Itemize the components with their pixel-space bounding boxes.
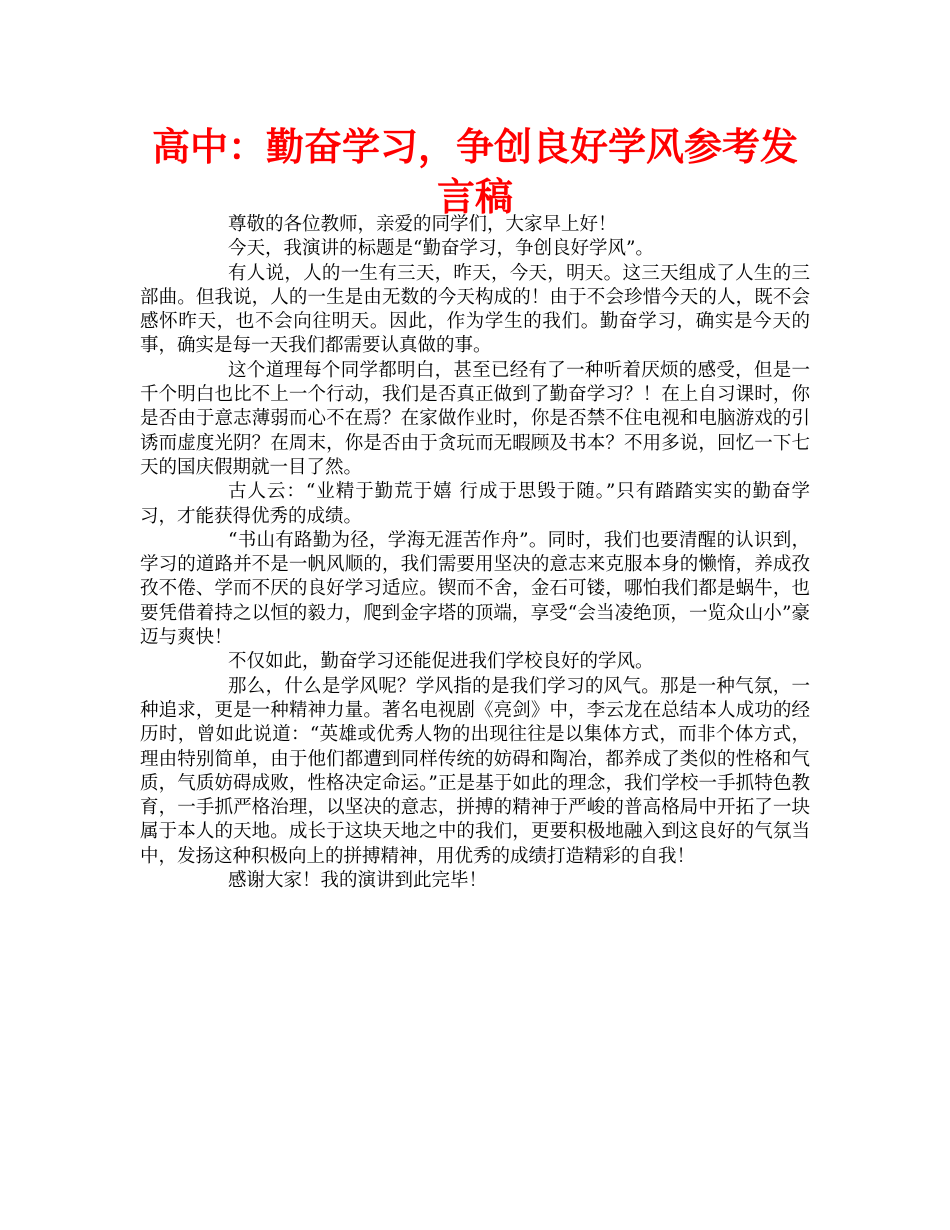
- paragraph-three-days: 有人说，人的一生有三天，昨天，今天，明天。这三天组成了人生的三部曲。但我说，人的一生是由无数的今天构成的！由于不会珍惜今天的人，既不会感怀昨天，也不会向往明天。因此，作为学生的我们。勤奋学习，确实是今天的事，确实是每一天我们都需要认真做的事。: [140, 262, 810, 357]
- paragraph-closing: 感谢大家！我的演讲到此完毕！: [228, 870, 488, 892]
- paragraph-book-mountain: “书山有路勤为径，学海无涯苦作舟”。同时，我们也要清醒的认识到，学习的道路并不是一帆风顺的，我们需要用坚决的意志来克服本身的懒惰，养成孜孜不倦、学而不厌的良好学习适应。锲而不舍，金石可镂，哪怕我们都是蜗牛，也要凭借着持之以恒的毅力，爬到金字塔的顶端，享受“会当凌绝顶，一览众山小”豪迈与爽快！: [140, 529, 810, 649]
- paragraph-action: 这个道理每个同学都明白，甚至已经有了一种听着厌烦的感受，但是一千个明白也比不上一个行动，我们是否真正做到了勤奋学习？！在上自习课时，你是否由于意志薄弱而心不在焉？在家做作业时，你是否禁不住电视和电脑游戏的引诱而虚度光阴？在周末，你是否由于贪玩而无暇顾及书本？不用多说，回忆一下七天的国庆假期就一目了然。: [140, 359, 810, 478]
- document-body: [140, 213, 810, 893]
- paragraph-ancient-saying: 古人云：“业精于勤荒于嬉 行成于思毁于随。”只有踏踏实实的勤奋学习，才能获得优秀的成绩。: [140, 481, 810, 527]
- paragraph-topic: 今天，我演讲的标题是“勤奋学习，争创良好学风”。: [228, 238, 654, 260]
- paragraph-what-is-style: 那么，什么是学风呢？学风指的是我们学习的风气。那是一种气氛，一种追求，更是一种精神力量。著名电视剧《亮剑》中，李云龙在总结本人成功的经历时，曾如此说道：“英雄或优秀人物的出现往往是以集体方式，而非个体方式，理由特别简单，由于他们都遭到同样传统的妨碍和陶冶，都养成了类似的性格和气质，气质妨碍成败，性格决定命运。”正是基于如此的理念，我们学校一手抓特色教育，一手抓严格治理，以坚决的意志，拼搏的精神于严峻的普高格局中开拓了一块属于本人的天地。成长于这块天地之中的我们，更要积极地融入到这良好的气氛当中，发扬这种积极向上的拼搏精神，用优秀的成绩打造精彩的自我！: [140, 675, 810, 867]
- paragraph-school-style: 不仅如此，勤奋学习还能促进我们学校良好的学风。: [228, 651, 654, 673]
- paragraph-greeting: 尊敬的各位教师，亲爱的同学们，大家早上好！: [228, 214, 617, 235]
- document-title: 高中：勤奋学习，争创良好学风参考发言稿: [151, 125, 798, 219]
